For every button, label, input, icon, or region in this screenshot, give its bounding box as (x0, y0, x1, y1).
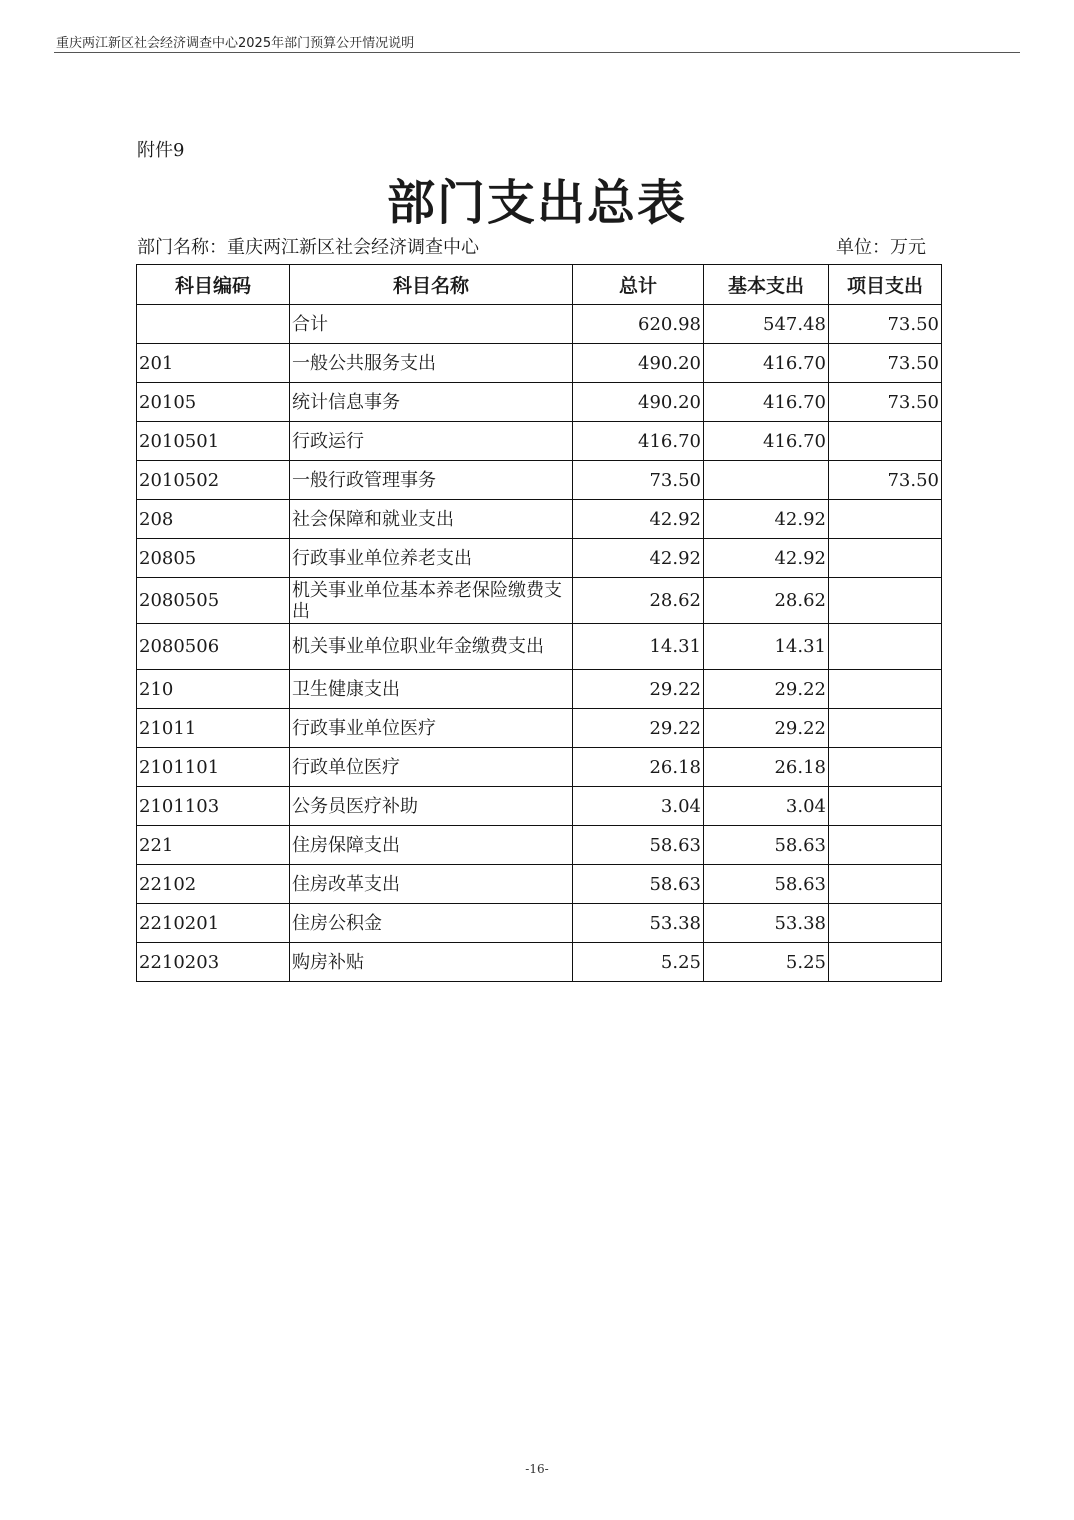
page-title: 部门支出总表 (386, 175, 687, 231)
row-project (829, 539, 942, 578)
row-code: 208 (137, 500, 290, 539)
table-row (137, 305, 942, 344)
row-name: 一般行政管理事务 (290, 461, 573, 500)
table-row (137, 624, 942, 670)
row-project (829, 500, 942, 539)
row-code: 22102 (137, 865, 290, 904)
row-code: 2080505 (137, 578, 290, 624)
table-row (137, 787, 942, 826)
row-total: 416.70 (573, 422, 704, 461)
row-project: 73.50 (829, 305, 942, 344)
row-project (829, 422, 942, 461)
page-number: -16- (525, 1462, 549, 1476)
row-basic: 28.62 (704, 578, 829, 624)
row-name: 行政运行 (290, 422, 573, 461)
row-code: 2210203 (137, 943, 290, 982)
row-name: 行政事业单位养老支出 (290, 539, 573, 578)
row-basic: 29.22 (704, 709, 829, 748)
row-name: 行政单位医疗 (290, 748, 573, 787)
table-row (137, 539, 942, 578)
unit-label: 单位：万元 (836, 237, 926, 258)
row-name: 机关事业单位职业年金缴费支出 (290, 624, 573, 670)
row-total: 29.22 (573, 709, 704, 748)
row-project (829, 904, 942, 943)
row-total: 42.92 (573, 539, 704, 578)
row-name: 机关事业单位基本养老保险缴费支出 (290, 578, 573, 624)
row-code: 2010502 (137, 461, 290, 500)
running-header: 重庆两江新区社会经济调查中心2025年部门预算公开情况说明 (56, 36, 415, 51)
row-code: 210 (137, 670, 290, 709)
row-total: 42.92 (573, 500, 704, 539)
row-code: 2101101 (137, 748, 290, 787)
table-row (137, 748, 942, 787)
row-code: 221 (137, 826, 290, 865)
table-body (137, 305, 942, 982)
row-total: 58.63 (573, 865, 704, 904)
row-name: 统计信息事务 (290, 383, 573, 422)
row-name: 住房保障支出 (290, 826, 573, 865)
row-total: 26.18 (573, 748, 704, 787)
row-name: 一般公共服务支出 (290, 344, 573, 383)
row-name: 购房补贴 (290, 943, 573, 982)
row-project (829, 748, 942, 787)
row-code: 2210201 (137, 904, 290, 943)
row-name: 行政事业单位医疗 (290, 709, 573, 748)
column-header-name: 科目名称 (290, 265, 573, 305)
expenditure-table (136, 264, 942, 982)
row-project (829, 943, 942, 982)
row-project (829, 624, 942, 670)
row-project (829, 787, 942, 826)
row-basic: 5.25 (704, 943, 829, 982)
row-basic: 26.18 (704, 748, 829, 787)
table-row (137, 344, 942, 383)
row-code: 20105 (137, 383, 290, 422)
row-code: 2101103 (137, 787, 290, 826)
row-project (829, 578, 942, 624)
row-total: 620.98 (573, 305, 704, 344)
row-total: 28.62 (573, 578, 704, 624)
row-code: 2080506 (137, 624, 290, 670)
row-basic: 416.70 (704, 344, 829, 383)
column-header-project: 项目支出 (829, 265, 942, 305)
column-header-basic: 基本支出 (704, 265, 829, 305)
column-header-code: 科目编码 (137, 265, 290, 305)
row-basic: 42.92 (704, 500, 829, 539)
row-total: 14.31 (573, 624, 704, 670)
row-code (137, 305, 290, 344)
row-total: 490.20 (573, 344, 704, 383)
table-row (137, 904, 942, 943)
row-basic: 3.04 (704, 787, 829, 826)
table-row (137, 826, 942, 865)
table-row (137, 943, 942, 982)
row-basic: 53.38 (704, 904, 829, 943)
row-total: 3.04 (573, 787, 704, 826)
header-rule (54, 52, 1020, 53)
row-project (829, 826, 942, 865)
row-project: 73.50 (829, 383, 942, 422)
row-total: 490.20 (573, 383, 704, 422)
table-row (137, 865, 942, 904)
row-basic: 416.70 (704, 422, 829, 461)
attachment-label: 附件9 (137, 140, 185, 161)
table-row (137, 670, 942, 709)
row-code: 201 (137, 344, 290, 383)
row-code: 21011 (137, 709, 290, 748)
row-total: 73.50 (573, 461, 704, 500)
table-row (137, 422, 942, 461)
row-basic: 58.63 (704, 865, 829, 904)
row-name: 住房公积金 (290, 904, 573, 943)
row-project: 73.50 (829, 344, 942, 383)
table-row (137, 709, 942, 748)
row-name: 合计 (290, 305, 573, 344)
row-name: 住房改革支出 (290, 865, 573, 904)
table-header-row (137, 265, 942, 305)
row-basic (704, 461, 829, 500)
column-header-total: 总计 (573, 265, 704, 305)
row-basic: 29.22 (704, 670, 829, 709)
row-basic: 14.31 (704, 624, 829, 670)
row-name: 社会保障和就业支出 (290, 500, 573, 539)
table-row (137, 578, 942, 624)
department-label: 部门名称：重庆两江新区社会经济调查中心 (137, 237, 479, 258)
row-project (829, 709, 942, 748)
row-basic: 42.92 (704, 539, 829, 578)
table-row (137, 383, 942, 422)
row-basic: 58.63 (704, 826, 829, 865)
row-total: 5.25 (573, 943, 704, 982)
row-project (829, 670, 942, 709)
row-total: 29.22 (573, 670, 704, 709)
table-row (137, 461, 942, 500)
row-name: 公务员医疗补助 (290, 787, 573, 826)
row-total: 58.63 (573, 826, 704, 865)
row-basic: 547.48 (704, 305, 829, 344)
row-code: 2010501 (137, 422, 290, 461)
row-name: 卫生健康支出 (290, 670, 573, 709)
row-project: 73.50 (829, 461, 942, 500)
row-basic: 416.70 (704, 383, 829, 422)
row-total: 53.38 (573, 904, 704, 943)
row-code: 20805 (137, 539, 290, 578)
table-row (137, 500, 942, 539)
row-project (829, 865, 942, 904)
